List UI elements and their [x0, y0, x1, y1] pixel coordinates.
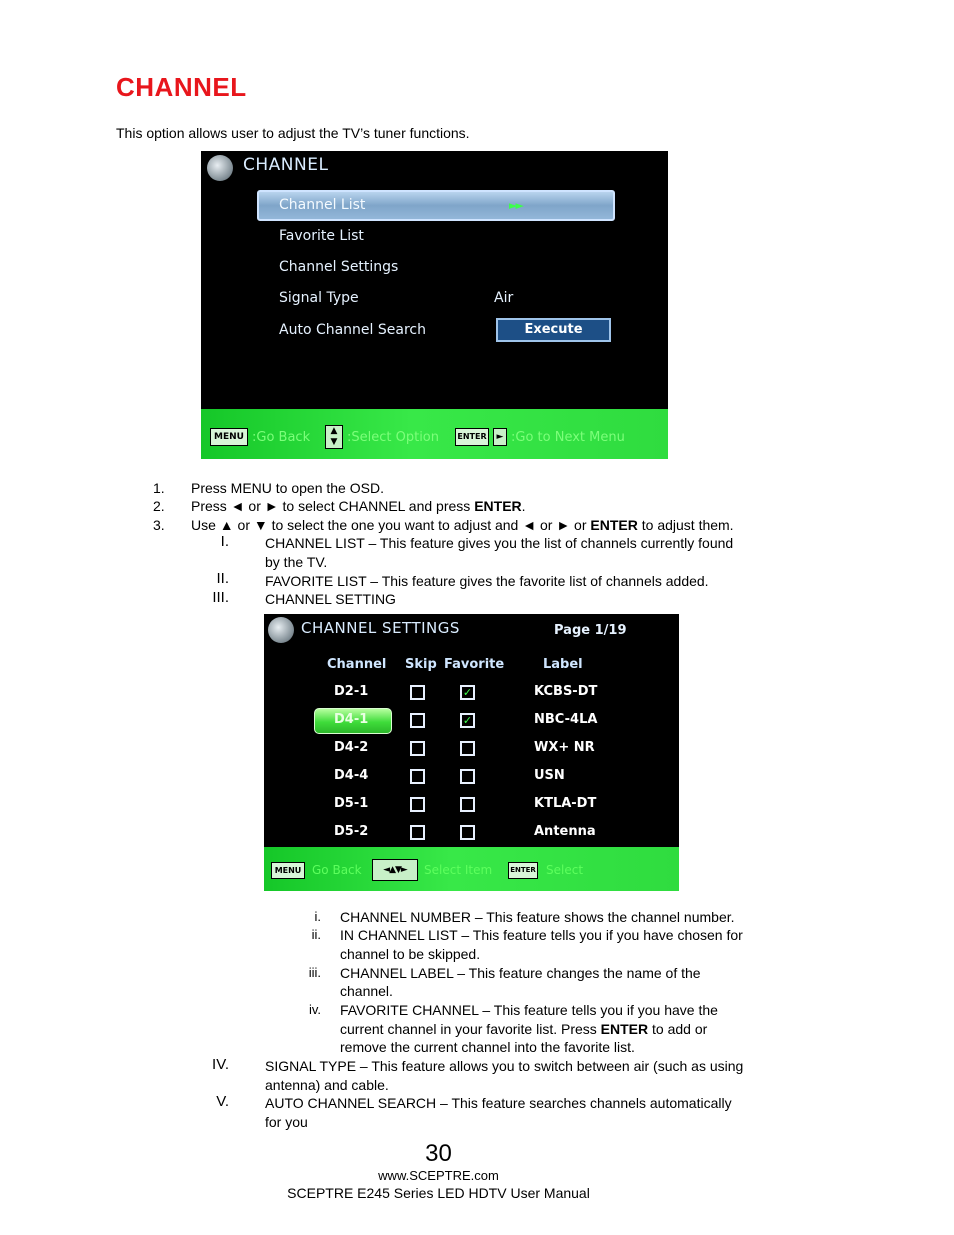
up-down-key-icon: ▲ ▼	[325, 425, 343, 449]
item-number: III.	[212, 589, 229, 606]
channel-number: D2-1	[334, 684, 369, 699]
channel-label: WX+ NR	[534, 740, 595, 755]
channel-number: D4-2	[334, 740, 369, 755]
item-text: CHANNEL LIST – This feature gives you the list of channels currently found	[265, 535, 734, 551]
intro-text: This option allows user to adjust the TV’s tuner functions.	[116, 125, 470, 141]
item-text: AUTO CHANNEL SEARCH – This feature searches channels automatically	[265, 1095, 732, 1111]
go-back-label: Go Back	[312, 863, 362, 877]
forward-arrows-icon: ►►	[509, 199, 522, 212]
favorite-checkbox: ✓	[460, 685, 475, 700]
item-text: CHANNEL NUMBER – This feature shows the channel number.	[340, 909, 735, 925]
satellite-icon	[268, 617, 294, 643]
item-number: II.	[216, 570, 229, 587]
channel-settings-osd-screenshot	[264, 614, 679, 891]
item-text: FAVORITE CHANNEL – This feature tells you if you have the	[340, 1002, 718, 1018]
column-header-label: Label	[543, 657, 583, 672]
skip-checkbox	[410, 825, 425, 840]
channel-label: KCBS-DT	[534, 684, 598, 699]
page-number: 30	[425, 1140, 452, 1167]
step-number: 2.	[153, 498, 165, 514]
item-number: i.	[314, 909, 321, 924]
execute-button: Execute	[496, 318, 611, 342]
go-back-label: :Go Back	[252, 430, 311, 445]
item-text: SIGNAL TYPE – This feature allows you to switch between air (such as using	[265, 1058, 744, 1074]
osd-title: CHANNEL	[243, 155, 329, 175]
osd-footer	[201, 409, 668, 459]
favorite-checkbox: ✓	[460, 713, 475, 728]
item-text: CHANNEL LABEL – This feature changes the name of the	[340, 965, 701, 981]
channel-number: D4-1	[334, 712, 369, 727]
step-number: 1.	[153, 480, 165, 496]
footer-url: www.SCEPTRE.com	[378, 1168, 499, 1183]
select-item-label: Select Item	[424, 863, 493, 877]
nav-keys-icon: ◄▲▼►	[372, 859, 418, 881]
enter-key-icon: ENTER	[508, 862, 538, 879]
column-header-channel: Channel	[327, 657, 387, 672]
menu-item-channel-list: Channel List	[279, 197, 366, 213]
column-header-skip: Skip	[405, 657, 437, 672]
channel-number: D5-2	[334, 824, 369, 839]
item-text: FAVORITE LIST – This feature gives the favorite list of channels added.	[265, 573, 709, 589]
menu-item-auto-channel-search: Auto Channel Search	[279, 322, 426, 338]
item-number: ii.	[311, 927, 321, 942]
select-option-label: :Select Option	[347, 430, 440, 445]
footer-manual-title: SCEPTRE E245 Series LED HDTV User Manual	[287, 1185, 590, 1201]
item-number: IV.	[212, 1056, 229, 1073]
menu-item-favorite-list: Favorite List	[279, 228, 364, 244]
enter-key-icon: ENTER	[455, 428, 489, 446]
channel-label: NBC-4LA	[534, 712, 598, 727]
step-text: Press MENU to open the OSD.	[191, 480, 384, 496]
item-text: CHANNEL SETTING	[265, 591, 396, 607]
page-indicator: Page 1/19	[554, 623, 627, 638]
skip-checkbox	[410, 713, 425, 728]
item-number: iii.	[308, 965, 321, 980]
menu-item-signal-type: Signal Type	[279, 290, 359, 306]
favorite-checkbox	[460, 769, 475, 784]
item-text: current channel in your favorite list. Press ENTER to add or	[340, 1021, 708, 1037]
satellite-icon	[207, 155, 233, 181]
menu-key-icon: MENU	[210, 428, 248, 446]
channel-label: USN	[534, 768, 565, 783]
osd-footer	[264, 847, 679, 891]
select-label: Select	[546, 863, 584, 877]
item-text: remove the current channel into the favorite list.	[340, 1039, 635, 1055]
item-text: by the TV.	[265, 554, 328, 570]
skip-checkbox	[410, 797, 425, 812]
favorite-checkbox	[460, 825, 475, 840]
favorite-checkbox	[460, 741, 475, 756]
item-number: I.	[220, 533, 229, 550]
menu-item-channel-settings: Channel Settings	[279, 259, 399, 275]
item-text: channel.	[340, 983, 393, 999]
skip-checkbox	[410, 741, 425, 756]
menu-key-icon: MENU	[271, 862, 305, 879]
item-number: iv.	[308, 1002, 321, 1017]
item-text: for you	[265, 1114, 308, 1130]
channel-number: D4-4	[334, 768, 369, 783]
step-text: Use ▲ or ▼ to select the one you want to adjust and ◄ or ► or ENTER to adjust them.	[191, 517, 734, 533]
step-number: 3.	[153, 517, 165, 533]
osd-title: CHANNEL SETTINGS	[301, 619, 460, 637]
channel-label: Antenna	[534, 824, 596, 839]
favorite-checkbox	[460, 797, 475, 812]
item-number: V.	[216, 1093, 229, 1110]
right-key-icon: ►	[493, 428, 507, 446]
column-header-favorite: Favorite	[444, 657, 505, 672]
step-text: Press ◄ or ► to select CHANNEL and press ENTER.	[191, 498, 526, 514]
next-menu-label: :Go to Next Menu	[511, 430, 625, 445]
channel-number: D5-1	[334, 796, 369, 811]
skip-checkbox	[410, 685, 425, 700]
item-text: IN CHANNEL LIST – This feature tells you if you have chosen for	[340, 927, 743, 943]
item-text: channel to be skipped.	[340, 946, 481, 962]
signal-type-value: Air	[494, 290, 514, 306]
channel-osd-screenshot	[201, 151, 668, 459]
skip-checkbox	[410, 769, 425, 784]
channel-label: KTLA-DT	[534, 796, 597, 811]
page-title: CHANNEL	[116, 72, 247, 102]
item-text: antenna) and cable.	[265, 1077, 389, 1093]
